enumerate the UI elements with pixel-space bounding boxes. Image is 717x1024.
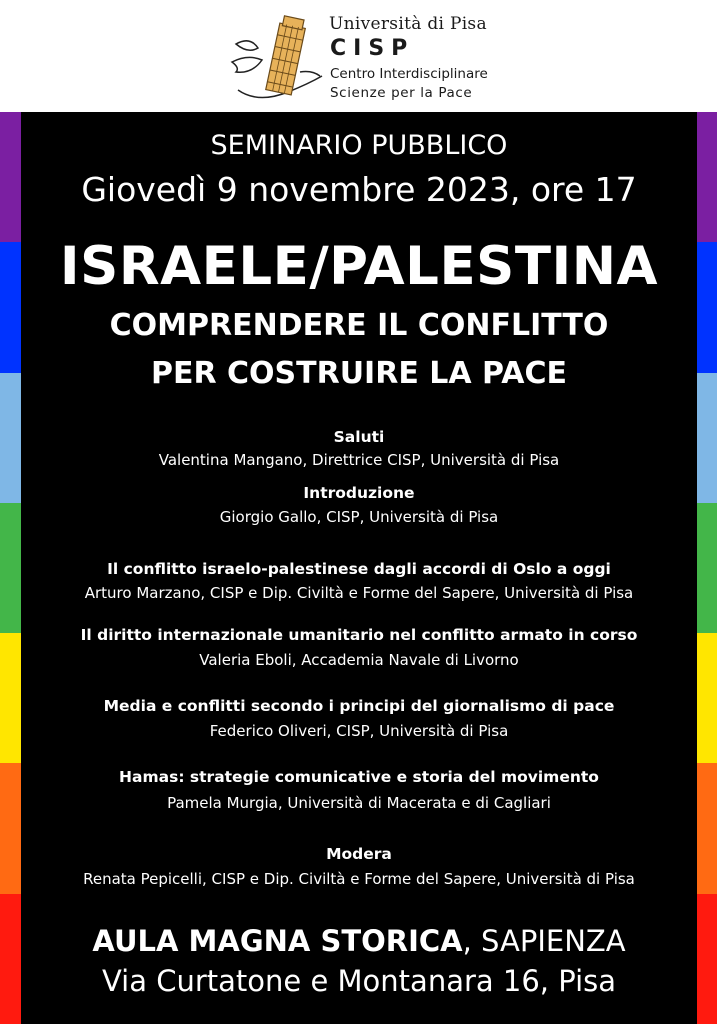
program-heading: Introduzione [303,484,415,502]
venue-address: Via Curtatone e Montanara 16, Pisa [101,964,617,998]
rainbow-stripe [697,373,717,503]
program-speaker: Valeria Eboli, Accademia Navale di Livorno [199,651,519,669]
program-speaker: Arturo Marzano, CISP e Dip. Civiltà e Forme del Sapere, Università di Pisa [84,584,634,602]
rainbow-stripe [0,763,21,893]
rainbow-stripe [0,503,21,633]
poster-title: ISRAELE/PALESTINA [59,236,659,297]
header [0,0,717,112]
rainbow-stripe [0,633,21,763]
venue-building: , SAPIENZA [462,924,626,958]
program-speaker: Pamela Murgia, Università di Macerata e di Cagliari [167,794,551,812]
rainbow-stripe [697,112,717,242]
poster-panel [21,112,697,1024]
rainbow-stripe [0,242,21,372]
rainbow-stripe [0,894,21,1024]
rainbow-border-left [0,112,21,1024]
rainbow-border-right [697,112,717,1024]
leaning-tower-dove-logo [228,14,324,104]
center-name-line1: Centro Interdisciplinare [330,66,488,82]
program-heading: Il conflitto israelo-palestinese dagli accordi di Oslo a oggi [107,560,611,578]
program-heading: Il diritto internazionale umanitario nel conflitto armato in corso [80,626,638,644]
program-heading: Hamas: strategie comunicative e storia del movimento [119,768,599,786]
seminar-label: SEMINARIO PUBBLICO [210,130,508,161]
university-name: Università di Pisa [329,14,487,34]
program-heading: Media e conflitti secondo i principi del giornalismo di pace [103,697,615,715]
rainbow-stripe [0,373,21,503]
cisp-acronym: CISP [330,36,415,61]
rainbow-stripe [697,242,717,372]
rainbow-stripe [697,763,717,893]
rainbow-stripe [697,894,717,1024]
center-name-line2: Scienze per la Pace [330,85,473,101]
rainbow-stripe [697,503,717,633]
venue-hall: AULA MAGNA STORICA [92,924,463,958]
rainbow-stripe [0,112,21,242]
program-speaker: Renata Pepicelli, CISP e Dip. Civiltà e Forme del Sapere, Università di Pisa [83,870,635,888]
rainbow-stripe [697,633,717,763]
program-speaker: Giorgio Gallo, CISP, Università di Pisa [219,508,499,526]
poster-subtitle-line2: PER COSTRUIRE LA PACE [150,356,567,391]
event-date: Giovedì 9 novembre 2023, ore 17 [81,170,637,209]
venue-name [21,924,697,958]
program-speaker: Valentina Mangano, Direttrice CISP, Università di Pisa [158,451,560,469]
program-heading: Modera [326,845,392,863]
program-speaker: Federico Oliveri, CISP, Università di Pisa [209,722,509,740]
program-heading: Saluti [333,428,385,446]
poster-subtitle-line1: COMPRENDERE IL CONFLITTO [109,308,609,343]
